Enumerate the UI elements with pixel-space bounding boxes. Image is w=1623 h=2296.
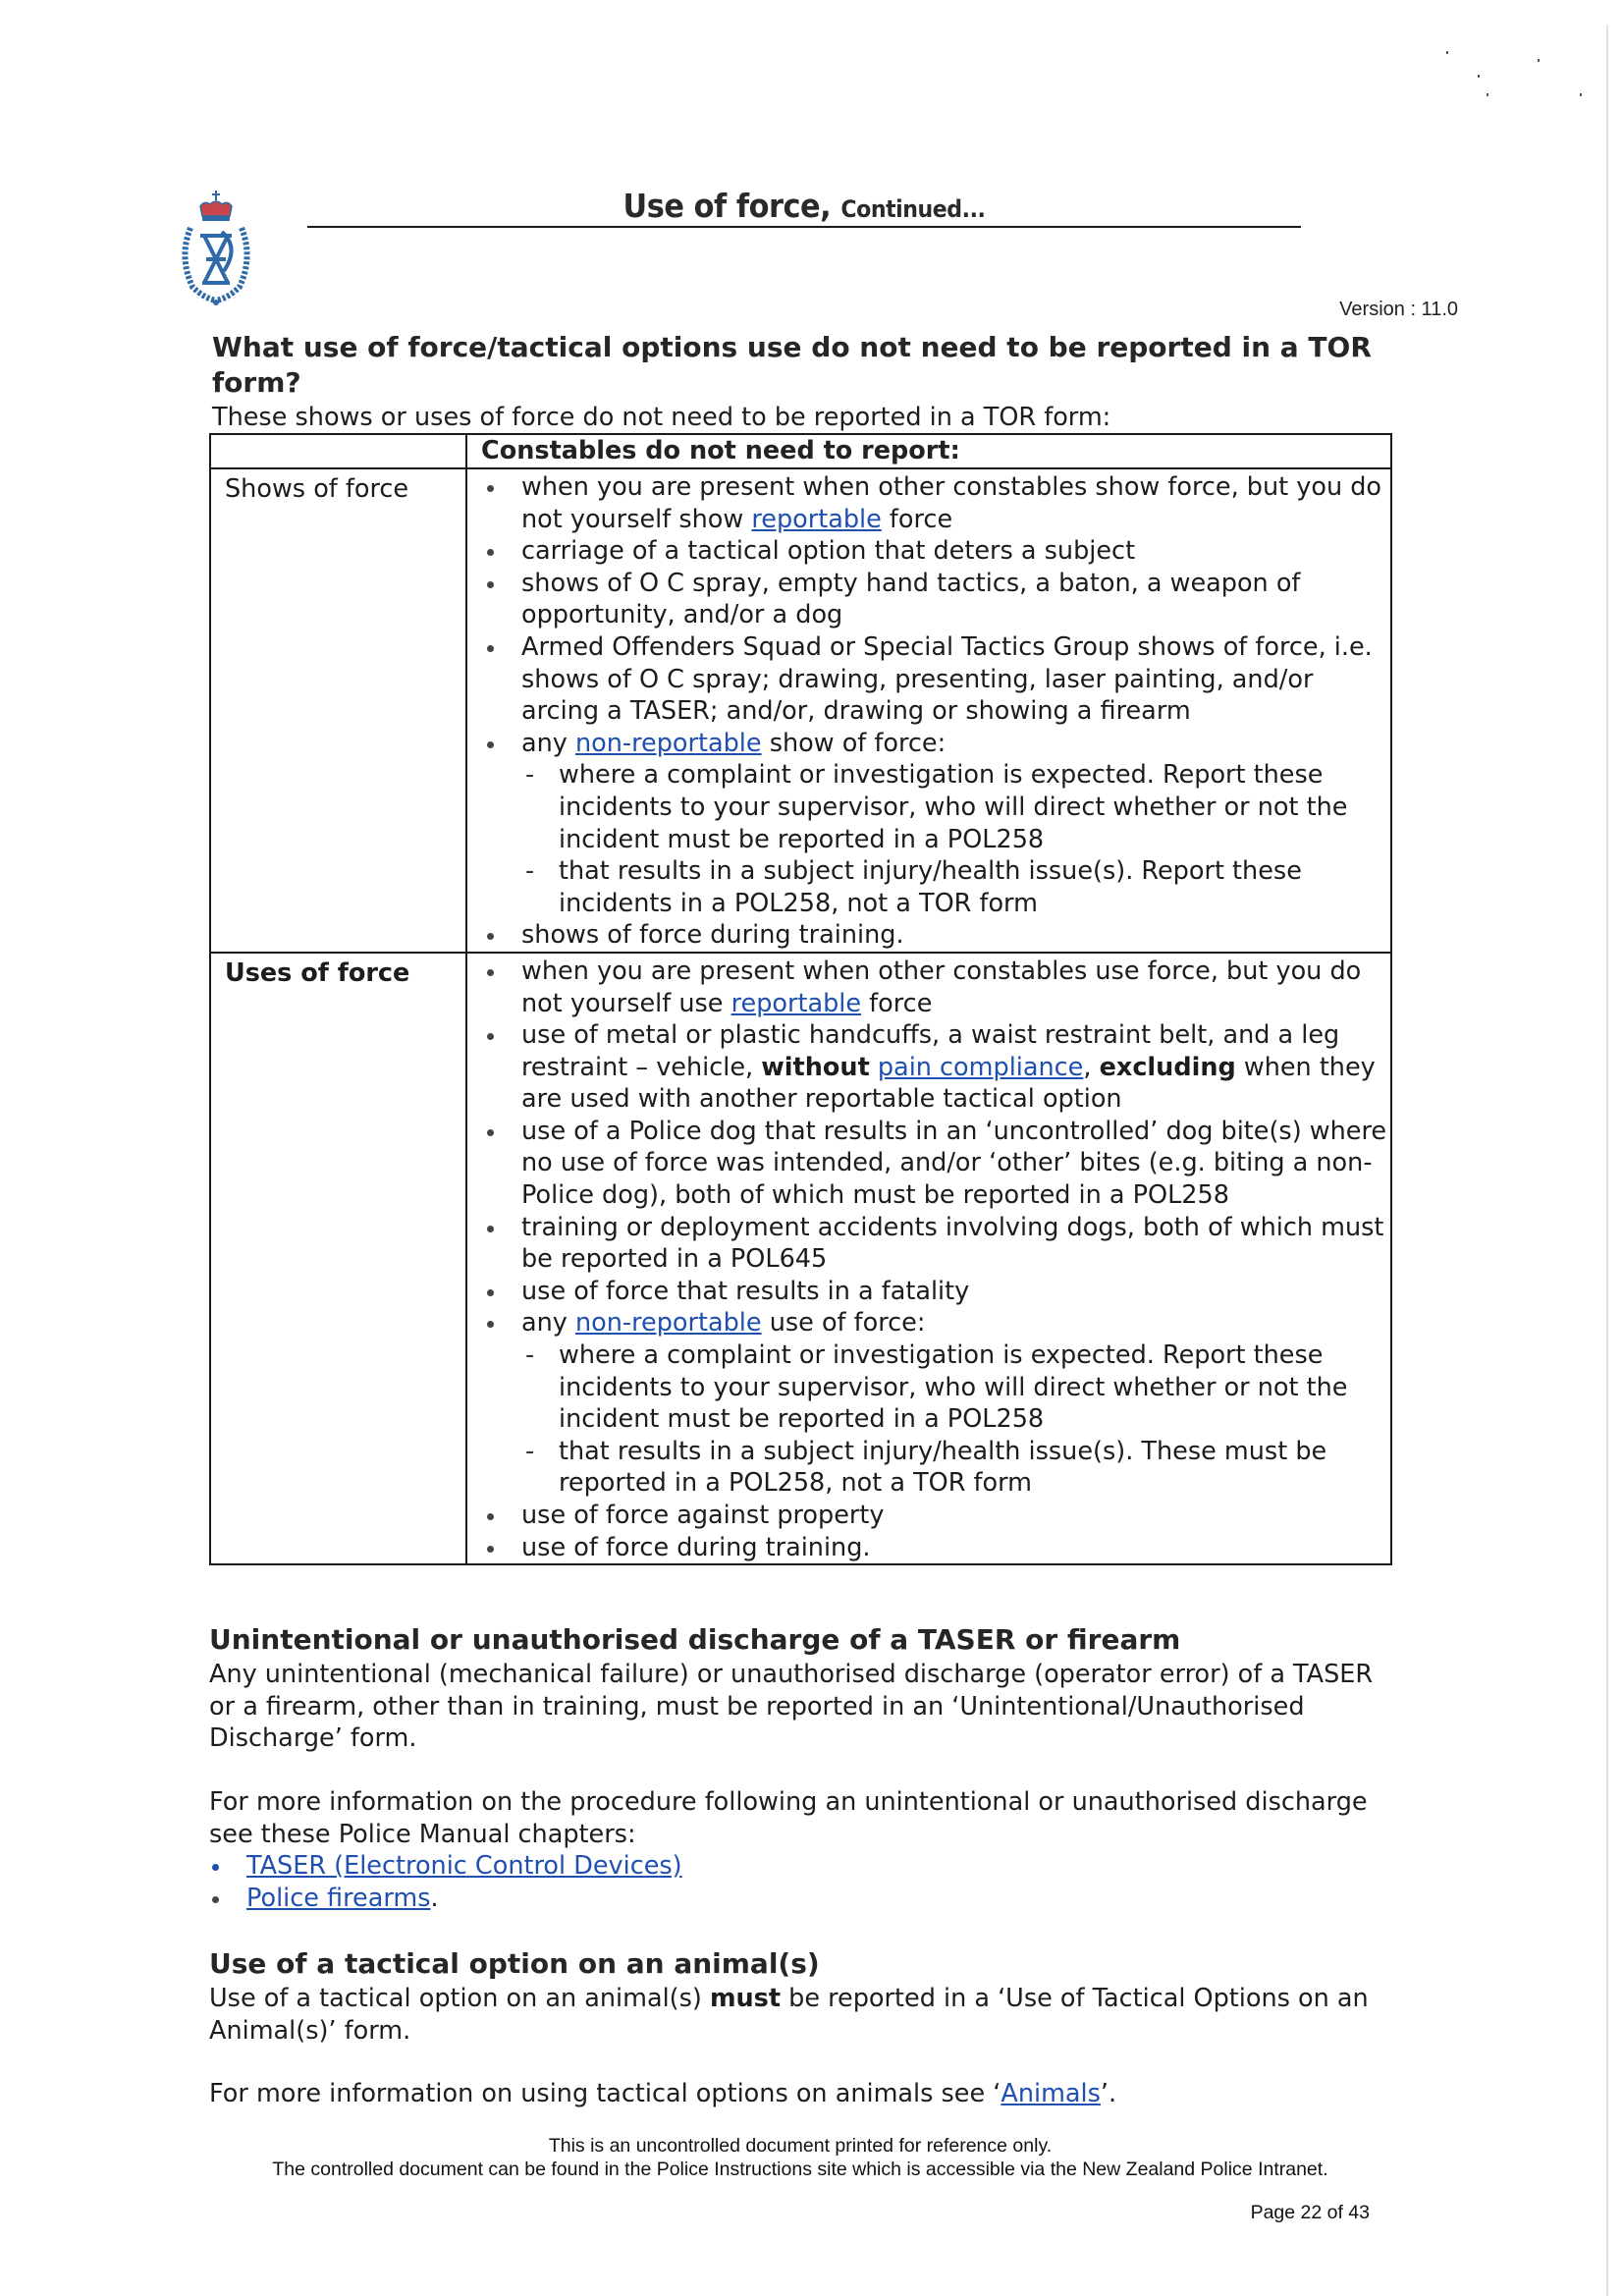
link-non-reportable[interactable]: non-reportable [574, 1308, 762, 1339]
not-reported-table [209, 433, 1392, 1565]
text: when you are present when other constables use force, but you do not yourself use [521, 956, 1362, 1018]
footer-disclaimer [196, 2134, 1404, 2181]
page-number: Page 22 of 43 [1250, 2202, 1370, 2223]
footer-line-1: This is an uncontrolled document printed for reference only. [548, 2135, 1053, 2157]
animals-paragraph [209, 1983, 1387, 2047]
scan-speck [1580, 93, 1582, 96]
text: carriage of a tactical option that deters a subject [521, 536, 1136, 567]
text: shows of O C spray, empty hand tactics, a baton, a weapon of opportunity, and/or a dog [521, 568, 1301, 630]
scan-speck [1478, 75, 1480, 78]
row-content-uses-of-force [466, 953, 1391, 1564]
table-header-label: Constables do not need to report: [481, 436, 960, 465]
shows-of-force-list [467, 469, 1390, 952]
section-heading-discharge: Unintentional or unauthorised discharge of a TASER or firearm [209, 1623, 1181, 1656]
list-item [467, 1212, 1390, 1276]
text: show of force: [761, 728, 947, 758]
list-item [467, 568, 1390, 631]
table-header-cell [466, 434, 1391, 468]
table-header-empty [210, 434, 466, 468]
list-item [467, 631, 1390, 728]
section-intro: These shows or uses of force do not need to be reported in a TOR form: [212, 403, 1111, 432]
table-header-row [210, 434, 1391, 468]
list-item [467, 535, 1390, 568]
footer-line-2: The controlled document can be found in the Police Instructions site which is accessible via the New Zealand Police Intranet. [272, 2159, 1328, 2180]
link-suffix: . [430, 1883, 439, 1913]
list-item [209, 1850, 1191, 1883]
text: use of force: [761, 1308, 926, 1339]
scan-speck [1538, 59, 1540, 62]
table-row-uses-of-force [210, 953, 1391, 1564]
title-main: Use of force, [622, 187, 832, 225]
text: Armed Offenders Squad or Special Tactics Group shows of force, i.e. shows of O C spray; drawing, presenting, laser painting, and/or arcing a TASER; and/or, drawing or showing a firearm [521, 631, 1373, 727]
text: force [861, 988, 933, 1018]
page-title [347, 187, 1261, 229]
emphasis-excluding: excluding [1099, 1052, 1236, 1082]
text: training or deployment accidents involving dogs, both of which must be reported in a POL645 [521, 1212, 1384, 1275]
table-row-shows-of-force [210, 468, 1391, 953]
text: use of metal or plastic handcuffs, a waist restraint belt, and a leg restraint – vehicle, [521, 1020, 1340, 1082]
text: use of a Police dog that results in an ‘uncontrolled’ dog bite(s) where no use of force was intended, and/or ‘other’ bites (e.g. biting a non-Police dog), both of which must be reported in a POL258 [521, 1116, 1387, 1211]
text: when they are used with another reportable tactical option [521, 1052, 1376, 1115]
list-item [467, 1532, 1390, 1564]
animals-more-info [209, 2078, 1387, 2110]
link-pain-compliance[interactable]: pain compliance [877, 1052, 1084, 1082]
discharge-paragraph: Any unintentional (mechanical failure) or unauthorised discharge (operator error) of a TASER or a firearm, other than in training, must be reported in an ‘Unintentional/Unauthorised Discharge’ form. [209, 1660, 1374, 1754]
sub-list-item: - where a complaint or investigation is expected. Report these incidents to your supervisor, who will direct whether or not the incident must be reported in a POL258 [521, 1339, 1390, 1436]
link-reportable[interactable]: reportable [751, 504, 882, 534]
list-item [467, 728, 1390, 920]
sub-list-item: - that results in a subject injury/health issue(s). These must be reported in a POL258, not a TOR form [521, 1436, 1390, 1500]
row-label-shows-of-force: Shows of force [210, 468, 466, 953]
scan-speck [1487, 93, 1488, 96]
sub-list [521, 1339, 1390, 1500]
list-item [467, 471, 1390, 535]
text: any [521, 1308, 575, 1339]
title-underline [307, 226, 1301, 228]
emphasis-must: must [709, 1984, 782, 2013]
text: use of force during training. [521, 1532, 871, 1562]
list-item [467, 919, 1390, 952]
text: For more information on using tactical options on animals see ‘ [209, 2079, 1001, 2108]
section-heading-animals: Use of a tactical option on an animal(s) [209, 1947, 820, 1980]
list-item [467, 1276, 1390, 1308]
sub-list-item: - that results in a subject injury/health issue(s). Report these incidents in a POL258, not a TOR form [521, 855, 1390, 919]
link-taser-chapter[interactable]: TASER (Electronic Control Devices) [246, 1851, 682, 1881]
nz-police-crest-icon [167, 189, 265, 306]
title-continued: Continued... [840, 195, 986, 223]
discharge-links-list [209, 1850, 1191, 1914]
text: be reported in a ‘Use of Tactical Options on an Animal(s)’ form. [209, 1984, 1369, 2046]
emphasis-without: without [761, 1052, 870, 1082]
list-item [467, 1116, 1390, 1212]
list-item [467, 1500, 1390, 1532]
version-label: Version : 11.0 [1339, 299, 1458, 320]
uses-of-force-list [467, 954, 1390, 1563]
row-content-shows-of-force [466, 468, 1391, 953]
link-non-reportable[interactable]: non-reportable [574, 728, 762, 758]
list-item [467, 1307, 1390, 1500]
text: use of force against property [521, 1501, 885, 1530]
text: force [881, 504, 953, 534]
sub-list-item: - where a complaint or investigation is expected. Report these incidents to your supervisor, who will direct whether or not the incident must be reported in a POL258 [521, 759, 1390, 855]
text [870, 1053, 878, 1082]
text: use of force that results in a fatality [521, 1276, 970, 1306]
scan-edge-line [1606, 25, 1608, 2296]
text: when you are present when other constables show force, but you do not yourself show [521, 472, 1382, 534]
text: any [521, 728, 575, 758]
list-item [209, 1883, 1191, 1915]
link-police-firearms[interactable]: Police firearms [246, 1883, 431, 1913]
sub-list [521, 759, 1390, 919]
text: ’. [1100, 2079, 1117, 2108]
discharge-more-info: For more information on the procedure following an unintentional or unauthorised discharge see these Police Manual chapters: [209, 1787, 1368, 1849]
list-item [467, 956, 1390, 1019]
text: Use of a tactical option on an animal(s) [209, 1984, 710, 2013]
text: shows of force during training. [521, 920, 904, 951]
text: , [1083, 1052, 1100, 1082]
link-animals[interactable]: Animals [1001, 2079, 1101, 2108]
list-item [467, 1019, 1390, 1116]
section-heading-not-reported: What use of force/tactical options use do not need to be reported in a TOR form? [212, 331, 1372, 399]
row-label-uses-of-force: Uses of force [210, 953, 466, 1564]
link-reportable[interactable]: reportable [730, 988, 862, 1018]
scan-speck [1446, 51, 1448, 54]
